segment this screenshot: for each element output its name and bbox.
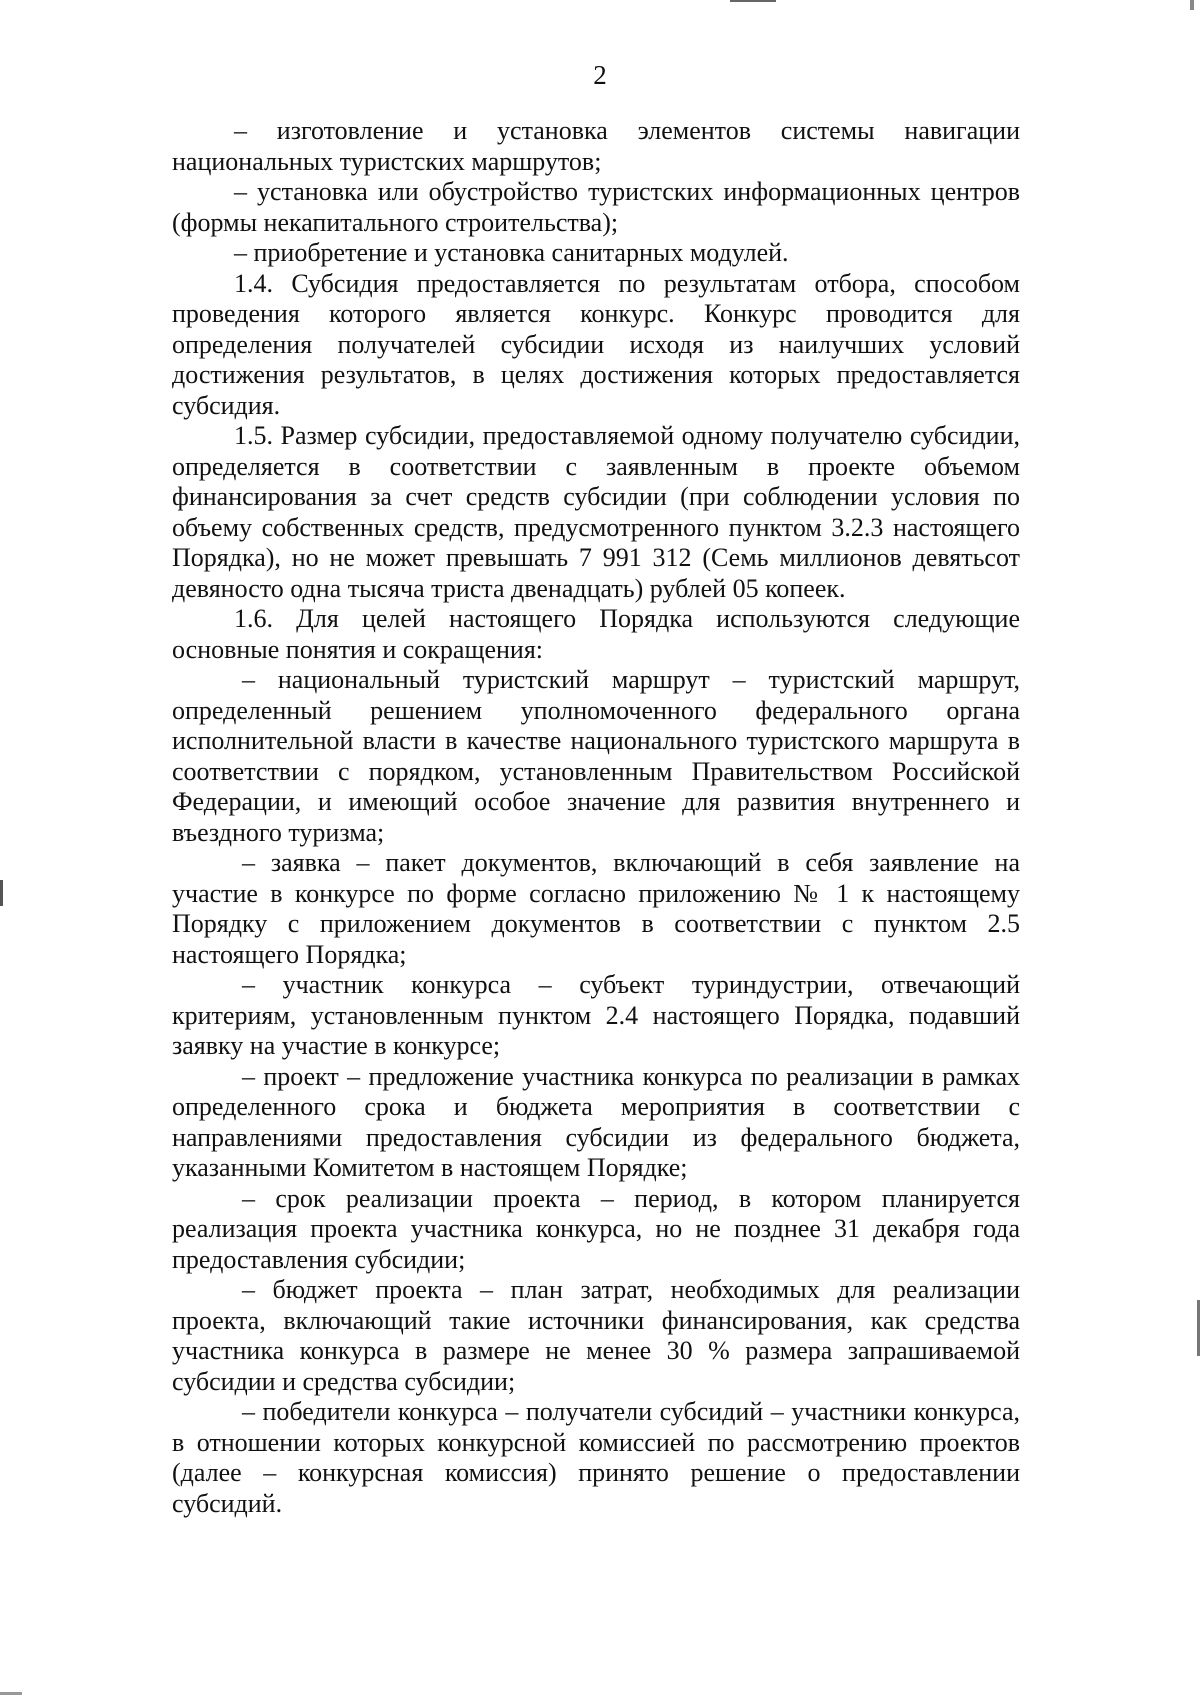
scan-artifact-top [730, 0, 776, 2]
paragraph-clause-1-6: 1.6. Для целей настоящего Порядка используются следующие основные понятия и сокращения: [172, 604, 1020, 664]
definition-winners: – победители конкурса – получатели субсидий – участники конкурса, в отношении которых конкурсной комиссией по рассмотрению проектов (далее – конкурсная комиссия) принято решение о предоставлении субсидий. [172, 1397, 1020, 1518]
paragraph-sanitary-modules: – приобретение и установка санитарных модулей. [234, 238, 789, 267]
definition-project: – проект – предложение участника конкурса по реализации в рамках определенного срока и бюджета мероприятия в соответствии с направлениями предоставления субсидии из федерального бюджета, указанными Комитетом в настоящем Порядке; [172, 1061, 1020, 1182]
definition-participant: – участник конкурса – субъект туриндустрии, отвечающий критериям, установленным пунктом 2.4 настоящего Порядка, подавший заявку на участие в конкурсе; [172, 970, 1020, 1060]
document-body [172, 116, 1020, 1519]
scan-artifact-bottom [0, 1692, 22, 1695]
scan-artifact-left [0, 880, 3, 906]
definition-application: – заявка – пакет документов, включающий в себя заявление на участие в конкурсе по форме согласно приложению № 1 к настоящему Порядку с приложением документов в соответствии с пунктом 2.5 настоящего Порядка; [172, 848, 1020, 969]
definition-project-term: – срок реализации проекта – период, в котором планируется реализация проекта участника конкурса, но не позднее 31 декабря года предоставления субсидии; [172, 1183, 1020, 1274]
definition-national-route: – национальный туристский маршрут – туристский маршрут, определенный решением уполномоченного федерального органа исполнительной власти в качестве национального туристского маршрута в соответствии с порядком, установленным Правительством Российской Федерации, и имеющий особое значение для развития внутреннего и въездного туризма; [172, 665, 1020, 847]
paragraph-clause-1-4: 1.4. Субсидия предоставляется по результатам отбора, способом проведения которого является конкурс. Конкурс проводится для определения получателей субсидии исходя из наилучших условий достижения результатов, в целях достижения которых предоставляется субсидия. [172, 268, 1020, 420]
paragraph-clause-1-5: 1.5. Размер субсидии, предоставляемой одному получателю субсидии, определяется в соответствии с заявленным в проекте объемом финансирования за счет средств субсидии (при соблюдении условия по объему собственных средств, предусмотренного пунктом 3.2.3 настоящего Порядка), но не может превышать 7 991 312 (Семь миллионов девятьсот девяносто одна тысяча триста двенадцать) рублей 05 копеек. [172, 421, 1020, 603]
scan-artifact-corner [1190, 0, 1194, 10]
definition-project-budget: – бюджет проекта – план затрат, необходимых для реализации проекта, включающий такие источники финансирования, как средства участника конкурса в размере не менее 30 % размера запрашиваемой субсидии и средства субсидии; [172, 1275, 1020, 1396]
page-number: 2 [593, 60, 607, 90]
paragraph-info-centers: – установка или обустройство туристских информационных центров (формы некапитального строительства); [172, 177, 1020, 237]
paragraph-navigation-elements: – изготовление и установка элементов системы навигации национальных туристских маршрутов; [172, 116, 1020, 176]
